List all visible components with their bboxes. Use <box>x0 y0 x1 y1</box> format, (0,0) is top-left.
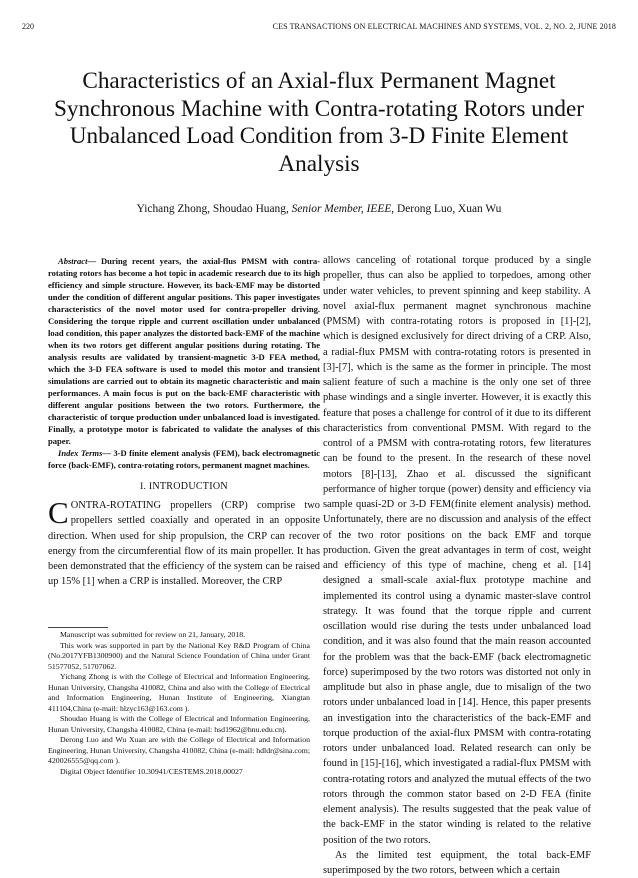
journal-header: CES TRANSACTIONS ON ELECTRICAL MACHINES AND SYSTEMS, VOL. 2, NO. 2, JUNE 2018 <box>272 22 616 31</box>
index-terms-label: Index Terms <box>58 448 103 458</box>
footnote: This work was supported in part by the National Key R&D Program of China (No.2017YFB1300900) and the Natural Science Foundation of China under Grant 51577052, 51707062. <box>48 640 310 671</box>
footnotes <box>48 630 310 777</box>
author-names: Yichang Zhong, Shoudao Huang, <box>136 203 292 215</box>
abstract <box>48 255 320 447</box>
left-column <box>48 255 320 590</box>
page-number: 220 <box>22 22 34 31</box>
section-heading <box>48 481 320 492</box>
intro-text-right: allows canceling of rotational torque produced by a single propeller, thus can also be applied to torpedoes, among other under water vehicles, to prevent spinning and keep stability. A novel axial-flux permanent magnet synchronous machine (PMSM) with contra-rotating rotors is proposed in [1]-[2], which is designed exclusively for direct driving of a CRP. Also, a radial-flux PMSM with contra-rotating rotors is presented in [3]-[7], which is the same as the former in principle. The most salient feature of such a machine is the only one set of three phase windings and a single inverter. However, it is exactly this feature that poses a challenge for control of it due to its different characteristics from conventional PMSM. With regard to the control of a PMSM with contra-rotating rotors, few literatures can be found to the present. In the research of these novel motors [8]-[13], Zhao et al. discussed the significant performance of higher torque (power) density and efficiency via sample quasi-2D or 3-D FEM(finite element analysis) method. Unfortunately, there are no discussion and analysis of the effect of the two rotor positions on the back EMF and torque production. Given the great advantages in term of cost, weight and efficiency of this type of machine, cheng et al. [14] designed a small-scale axial-flux prototype machine and implemented its control using a dynamic master-slave control strategy. It was found that the torque ripple and current oscillation would rise during the tests under unbalanced load condition, and it was also found that the main reason accounted for the problem was that the back-EMF (back electromagnetic force) superimposed by the two rotors was distorted not only in amplitude but also in phase angle, due to misalign of the two rotors under unbalanced load in [14]. Hence, this paper presents an investigation into the characteristics of the back-EMF and torque production of the axial-flux PMSM with contra-rotating rotors under unbalanced load. Related research can only be found in [15]-[16], which investigated a radial-flux PMSM with contra-rotating rotors and analyzed the mutual effects of the two rotors through the common stator based on 2-D FEA (finite element analysis). The results suggested that the peak value of the back-EMF in the stator winding is related to the relative position of the two rotors. <box>323 255 591 846</box>
footnote: Digital Object Identifier 10.30941/CESTEMS.2018.00027 <box>60 766 243 776</box>
right-column <box>323 253 591 878</box>
section-title-first: I <box>148 482 153 492</box>
abstract-label: Abstract <box>58 256 88 266</box>
footnote-rule <box>48 627 108 628</box>
section-numeral: I. <box>140 482 147 492</box>
intro-text-right-2: As the limited test equipment, the total back-EMF superimposed by the two rotors, between which a certain <box>323 849 591 876</box>
footnote: Manuscript was submitted for review on 21, January, 2018. <box>60 630 246 639</box>
footnote: Yichang Zhong is with the College of Electrical and Information Engineering, Hunan University, Changsha 410082, China and also with the College of Electrical and Information Engineering, Hunan Institute of Engineering, Xiangtan 411104,China (e-mail: hlzyc163@163.com ). <box>48 672 310 713</box>
intro-text-left: propellers (CRP) comprise two propellers settled coaxially and operated in an opposite direction. When used for ship propulsion, the CRP can recover energy from the circumferential flow of its main propeller. It has been demonstrated that the efficiency of the system can be raised up 15% [1] when a CRP is installed. Moreover, the CRP <box>48 500 320 588</box>
footnote: Derong Luo and Wu Xuan are with the College of Electrical and Information Engineering, Hunan University, Changsha 410082, China (e-mail: hdldr@sina.com; 420026555@qq.com ). <box>48 735 310 765</box>
abstract-text: — During recent years, the axial-flus PMSM with contra-rotating rotors has become a hot topic in academic research due to its high efficiency and simple structure. However, its back-EMF may be distorted under the condition of different angular positions. This paper investigates characteristics of the novel motor used for contra-propeller driving. Considering the torque ripple and current oscillation under unbalanced load condition, this paper analyzes the distorted back-EMF of the machine when its two rotors get different angular positions during rotating. The analysis results are validated by transient-magnetic 3-D FEA method, which the 3-D FEA software is used to model this motor and transient simulations are carried out to obtain its magnetic characteristic and main performances. A main focus is put on the back-EMF characteristic with different angular positions between the two rotors. Furthermore, the characteristic of torque production under unbalanced load is investigated. Finally, a prototype motor is fabricated to validate the analyses of this paper. <box>48 256 320 446</box>
section-title-rest: NTRODUCTION <box>152 481 228 492</box>
intro-smallcaps: ONTRA-ROTATING <box>70 500 162 511</box>
footnote: Shoudao Huang is with the College of Electrical and Information Engineering, Hunan University, Changsha 410082, China (e-mail: hsd1962@hnu.edu.cn). <box>48 714 310 734</box>
author-membership: Senior Member, IEEE <box>291 203 392 215</box>
index-terms <box>48 447 320 471</box>
author-line <box>20 203 618 215</box>
drop-cap: C <box>48 495 69 530</box>
author-names-rest: , Derong Luo, Xuan Wu <box>391 203 502 215</box>
paper-title: Characteristics of an Axial-flux Permanent Magnet Synchronous Machine with Contra-rotating Rotors under Unbalanced Load Condition from 3-D Finite Element Analysis <box>53 68 584 177</box>
index-terms-text: — 3-D finite element analysis (FEM), back electromagnetic force (back-EMF), contra-rotating rotors, permanent magnet machines. <box>48 448 320 470</box>
intro-paragraph <box>48 495 320 590</box>
